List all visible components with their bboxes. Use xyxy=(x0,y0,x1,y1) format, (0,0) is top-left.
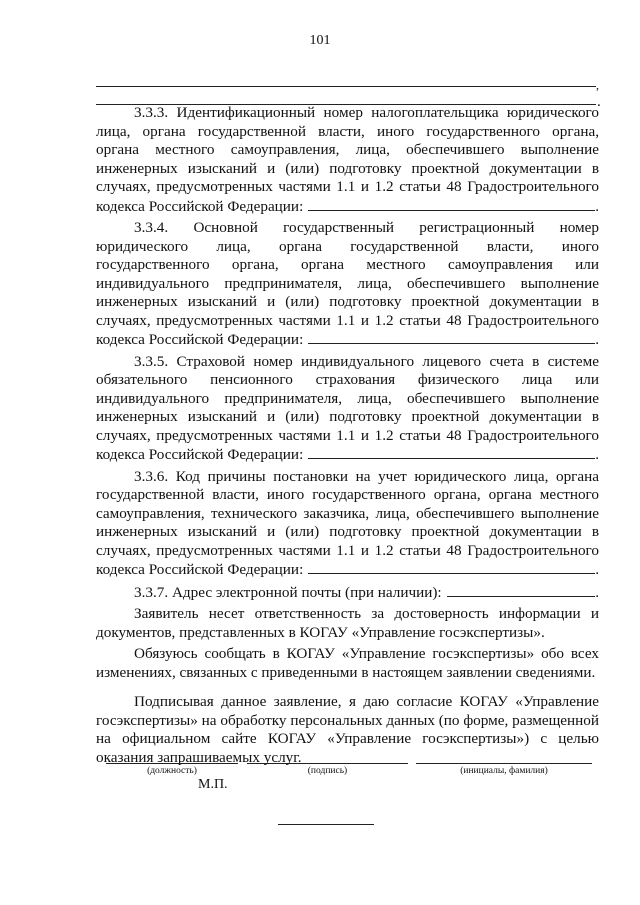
section-3-3-7 xyxy=(96,583,599,603)
form-body xyxy=(96,104,599,767)
position-caption: (должность) xyxy=(147,766,197,776)
period: . xyxy=(595,583,599,601)
obligation-statement: Обязуюсь сообщать в КОГАУ «Управление госэкспертизы» обо всех изменениях, связанных с приведенными в настоящем заявлении сведениями. xyxy=(96,645,599,681)
text-line: инженерных изысканий и (или) подготовку проектной документации в xyxy=(96,159,599,177)
ogrn-field[interactable] xyxy=(308,330,595,344)
signature-line[interactable] xyxy=(247,763,408,764)
footer-rule xyxy=(278,824,374,825)
text-line: лица, органа государственной власти, иного государственного органа, xyxy=(96,122,599,140)
text-line: государственного органа, органа местного самоуправления или xyxy=(96,256,599,273)
snils-field[interactable] xyxy=(308,445,595,459)
blank-line-top-1[interactable] xyxy=(96,86,596,87)
section-3-3-5 xyxy=(96,353,599,465)
consent-statement: Подписывая данное заявление, я даю согласие КОГАУ «Управление госэкспертизы» на обработку персональных данных (по форме, размещенной на официальном сайте КОГАУ «Управление госэкспертизы») с целью оказания запрашиваемых услуг. xyxy=(96,693,599,766)
period: . xyxy=(595,331,599,348)
text-line: индивидуального предпринимателя, лица, обеспечившего выполнение xyxy=(96,274,599,292)
period: . xyxy=(595,197,599,215)
text-line: индивидуального предпринимателя, лица, обеспечившего выполнение xyxy=(96,389,599,407)
margin-comma: , xyxy=(596,78,599,92)
email-field[interactable] xyxy=(447,583,596,597)
field-label: кодекса Российской Федерации: xyxy=(96,331,304,348)
field-label: кодекса Российской Федерации: xyxy=(96,561,304,578)
section-3-3-3 xyxy=(96,104,599,216)
text-line: 3.3.5. Страховой номер индивидуального лицевого счета в системе xyxy=(134,352,599,370)
position-line[interactable] xyxy=(106,763,238,764)
field-label: кодекса Российской Федерации: xyxy=(96,446,304,463)
stamp-place: М.П. xyxy=(198,777,228,792)
text-line: 3.3.6. Код причины постановки на учет юридического лица, органа xyxy=(134,467,599,485)
text-line: юридического лица, органа государственной власти, иного xyxy=(96,237,599,255)
text-line: государственной власти, иного государственного органа, органа местного xyxy=(96,486,599,503)
inn-field[interactable] xyxy=(308,197,595,211)
name-line[interactable] xyxy=(416,763,592,764)
text-line: случаях, предусмотренных частями 1.1 и 1.2 статьи 48 Градостроительного xyxy=(96,311,599,329)
name-caption: (инициалы, фамилия) xyxy=(460,766,548,776)
section-3-3-6 xyxy=(96,468,599,580)
text-line: органа местного самоуправления, лица, обеспечившего выполнение xyxy=(96,141,599,158)
text-line: случаях, предусмотренных частями 1.1 и 1.2 статьи 48 Градостроительного xyxy=(96,426,599,444)
page-number: 101 xyxy=(309,33,331,48)
period: . xyxy=(595,446,599,463)
responsibility-statement: Заявитель несет ответственность за достоверность информации и документов, представленных в КОГАУ «Управление госэкспертизы». xyxy=(96,605,599,641)
field-label: кодекса Российской Федерации: xyxy=(96,197,304,215)
signature-caption: (подпись) xyxy=(307,766,348,776)
text-line: инженерных изысканий и (или) подготовку проектной документации в xyxy=(96,523,599,540)
text-line: инженерных изысканий и (или) подготовку проектной документации в xyxy=(96,408,599,425)
text-line: обязательного пенсионного страхования физического лица или xyxy=(96,371,599,388)
text-line: случаях, предусмотренных частями 1.1 и 1.2 статьи 48 Градостроительного xyxy=(96,178,599,195)
text-line: 3.3.4. Основной государственный регистрационный номер xyxy=(134,219,599,236)
text-line: случаях, предусмотренных частями 1.1 и 1.2 статьи 48 Градостроительного xyxy=(96,541,599,559)
kpp-field[interactable] xyxy=(308,560,595,574)
text-line: самоуправления, технического заказчика, лица, обеспечившего выполнение xyxy=(96,504,599,522)
period: . xyxy=(595,561,599,578)
section-3-3-4 xyxy=(96,219,599,350)
text-line: 3.3.3. Идентификационный номер налогоплательщика юридического xyxy=(134,104,599,121)
text-line: инженерных изысканий и (или) подготовку проектной документации в xyxy=(96,293,599,310)
field-label: 3.3.7. Адрес электронной почты (при наличии): xyxy=(134,583,442,601)
trailing-period: . xyxy=(597,94,601,110)
